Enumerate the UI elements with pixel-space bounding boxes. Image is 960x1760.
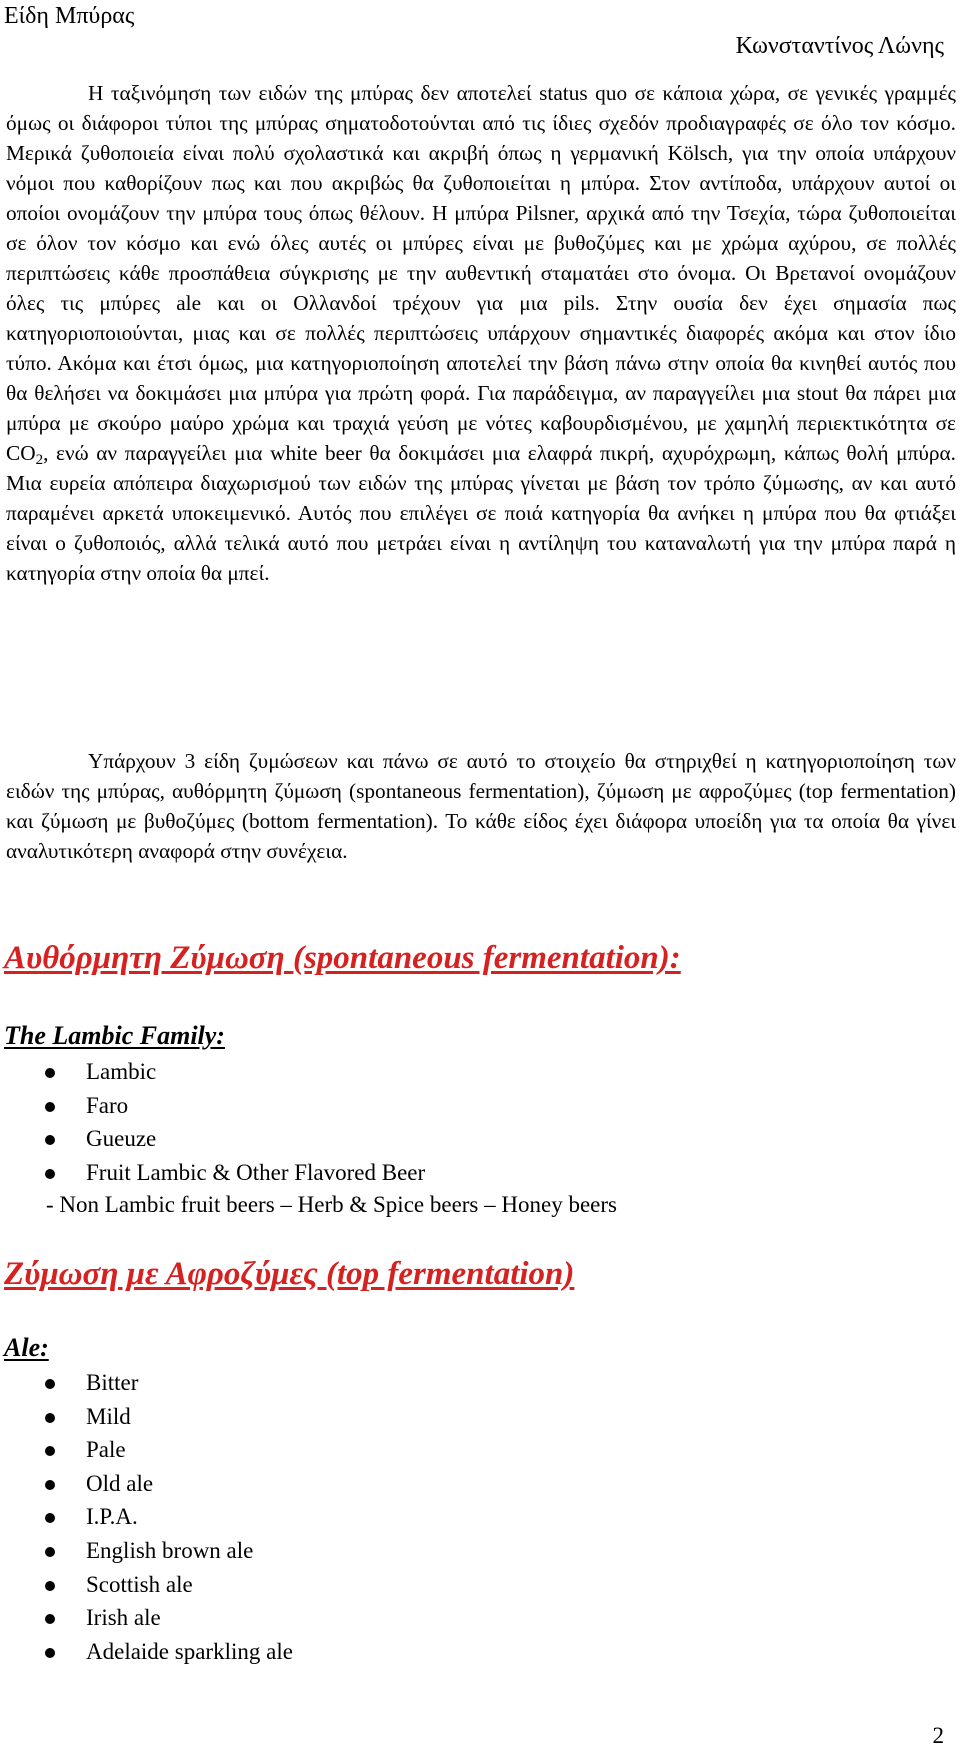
intro-text: Η ταξινόμηση των ειδών της μπύρας δεν αποτελεί status quo σε κάποια χώρα, σε γενικές γραμμές όμως οι διάφοροι τύποι της μπύρας σηματοδοτούνται από τις ίδιες σχεδόν προδιαγραφές σε όλο τον κόσμο. Μερικά ζυθοποιεία είναι πολύ σχολαστικά και ακριβή όπως η γερμανική Kölsch, για την οποία υπάρχουν νόμοι που καθορίζουν πως και που ακριβώς θα ζυθοποιείται η μπύρα. Στον αντίποδα, υπάρχουν αυτοί οι οποίοι ονομάζουν την μπύρα τους όπως θέλουν. Η μπύρα Pilsner, αρχικά από την Τσεχία, τώρα ζυθοποιείται σε όλον τον κόσμο και ενώ όλες αυτές οι μπύρες είναι με βυθοζύμες και με χρώμα αχύρου, σε πολλές περιπτώσεις κάθε προσπάθεια σύγκρισης με την αυθεντική σταματάει στο όνομα. Οι Βρετανοί ονομάζουν όλες τις μπύρες ale και οι Ολλανδοί τρέχουν για μια pils. Στην ουσία δεν έχει σημασία πως κατηγοριοποιούνται, μιας και σε πολλές περιπτώσεις υπάρχουν σημαντικές διαφορές ακόμα και στον ίδιο τύπο. Ακόμα και έτσι όμως, μια κατηγοριοποίηση αποτελεί την βάση πάνω στην οποία θα κινηθεί αυτός που θα θελήσει να δοκιμάσει μια μπύρα για πρώτη φορά. Για παράδειγμα, αν παραγγείλει μια stout θα πάρει μια μπύρα με σκούρο μαύρο χρώμα και τραχιά γεύση με νότες καβουρδισμένου, με χαμηλή περιεκτικότητα σε CO bbox=[6, 81, 956, 465]
list-item-label: English brown ale bbox=[86, 1537, 254, 1563]
list-item bbox=[0, 1055, 425, 1089]
bullet-icon bbox=[45, 1480, 55, 1490]
list-item bbox=[0, 1467, 293, 1501]
bullet-icon bbox=[45, 1614, 55, 1624]
bullet-icon bbox=[45, 1581, 55, 1591]
page-number: 2 bbox=[932, 1723, 944, 1748]
list-item bbox=[0, 1089, 425, 1123]
bullet-icon bbox=[45, 1513, 55, 1523]
document-author: Κωνσταντίνος Λώνης bbox=[735, 33, 944, 59]
top-fermentation-heading: Ζύμωση με Αφροζύμες (top fermentation) bbox=[4, 1256, 575, 1292]
intro-paragraph bbox=[6, 78, 956, 588]
list-item bbox=[0, 1635, 293, 1669]
list-item-label: Old ale bbox=[86, 1470, 154, 1496]
bullet-icon bbox=[45, 1102, 55, 1112]
list-item bbox=[0, 1366, 293, 1400]
list-item bbox=[0, 1534, 293, 1568]
list-item bbox=[0, 1500, 293, 1534]
bullet-icon bbox=[45, 1648, 55, 1658]
bullet-icon bbox=[45, 1413, 55, 1423]
list-item-label: Scottish ale bbox=[86, 1571, 193, 1597]
bullet-icon bbox=[45, 1547, 55, 1557]
co2-subscript: 2 bbox=[35, 452, 44, 468]
list-item-label: Fruit Lambic & Other Flavored Beer bbox=[86, 1159, 426, 1185]
list-item bbox=[0, 1122, 425, 1156]
list-item-label: Irish ale bbox=[86, 1605, 161, 1631]
ale-list bbox=[0, 1366, 293, 1668]
list-item bbox=[0, 1156, 425, 1190]
bullet-icon bbox=[45, 1068, 55, 1078]
list-item bbox=[0, 1433, 293, 1467]
bullet-icon bbox=[45, 1446, 55, 1456]
bullet-icon bbox=[45, 1169, 55, 1179]
document-title: Είδη Μπύρας bbox=[4, 3, 135, 29]
list-item bbox=[0, 1400, 293, 1434]
spontaneous-heading: Αυθόρμητη Ζύμωση (spontaneous fermentation): bbox=[4, 940, 681, 976]
list-item-label: Mild bbox=[86, 1403, 131, 1429]
bullet-icon bbox=[45, 1379, 55, 1389]
fermentation-paragraph: Υπάρχουν 3 είδη ζυμώσεων και πάνω σε αυτό το στοιχείο θα στηριχθεί η κατηγοριοποίηση των ειδών της μπύρας, αυθόρμητη ζύμωση (spontaneous fermentation), ζύμωση με αφροζύμες (top fermentation) και ζύμωση με βυθοζύμες (bottom fermentation). Το κάθε είδος έχει διάφορα υποείδη για τα οποία θα γίνει αναλυτικότερη αναφορά στην συνέχεια. bbox=[6, 749, 956, 863]
list-item-label: Faro bbox=[86, 1092, 129, 1118]
bullet-icon bbox=[45, 1135, 55, 1145]
lambic-family-heading: The Lambic Family: bbox=[4, 1021, 225, 1050]
list-item-label: Gueuze bbox=[86, 1126, 157, 1152]
list-item-label: I.P.A. bbox=[86, 1504, 138, 1530]
intro-text-continued: , ενώ αν παραγγείλει μια white beer θα δοκιμάσει μια ελαφρά πικρή, αχυρόχρωμη, κάπως θολή μπύρα. Μια ευρεία απόπειρα διαχωρισμού των ειδών της μπύρας γίνεται με βάση τον τρόπο ζύμωσης, αν και αυτό παραμένει αρκετά υποκειμενικό. Αυτός που επιλέγει σε ποιά κατηγορία θα ανήκει η μπύρα που θα φτιάξει είναι ο ζυθοποιός, αλλά τελικά αυτό που μετράει είναι η αντίληψη του καταναλωτή για την μπύρα παρά η κατηγορία στην οποία θα μπεί. bbox=[6, 441, 956, 585]
list-item-label: Adelaide sparkling ale bbox=[86, 1638, 293, 1664]
list-item-label: Lambic bbox=[86, 1059, 157, 1084]
list-item-label: Pale bbox=[86, 1437, 126, 1463]
ale-heading: Ale: bbox=[4, 1333, 49, 1362]
list-item bbox=[0, 1568, 293, 1602]
list-item bbox=[0, 1601, 293, 1635]
lambic-list bbox=[0, 1055, 425, 1189]
non-lambic-note: - Non Lambic fruit beers – Herb & Spice beers – Honey beers bbox=[46, 1192, 617, 1217]
list-item-label: Bitter bbox=[86, 1370, 139, 1395]
